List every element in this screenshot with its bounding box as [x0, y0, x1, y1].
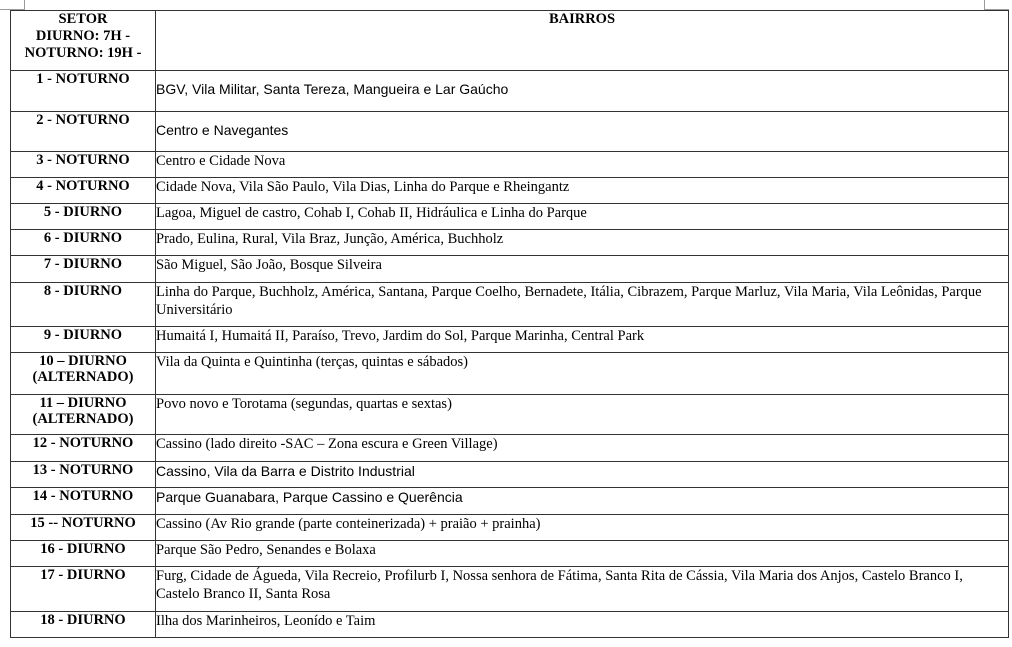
bairros-cell: Povo novo e Torotama (segundas, quartas e sextas)	[156, 395, 1009, 435]
bairros-cell: Furg, Cidade de Águeda, Vila Recreio, Profilurb I, Nossa senhora de Fátima, Santa Rita de Cássia, Vila Maria dos Anjos, Castelo Branco I, Castelo Branco II, Santa Rosa	[156, 567, 1009, 612]
setor-cell: 16 - DIURNO	[11, 541, 156, 567]
bairros-cell: Prado, Eulina, Rural, Vila Braz, Junção, América, Buchholz	[156, 230, 1009, 256]
table-row	[11, 283, 1009, 327]
bairros-cell: Parque São Pedro, Senandes e Bolaxa	[156, 541, 1009, 567]
setor-cell: 7 - DIURNO	[11, 256, 156, 283]
table-row	[11, 462, 1009, 488]
setor-cell: 5 - DIURNO	[11, 204, 156, 230]
page-corner-mark-left	[0, 0, 25, 10]
bairros-cell: BGV, Vila Militar, Santa Tereza, Mangueira e Lar Gaúcho	[156, 71, 1009, 112]
table-row	[11, 567, 1009, 612]
table-header-row	[11, 11, 1009, 71]
table-row	[11, 230, 1009, 256]
header-setor-line: NOTURNO: 19H -	[24, 45, 142, 61]
bairros-cell: Cassino (Av Rio grande (parte conteinerizada) + praião + prainha)	[156, 515, 1009, 541]
setor-cell: 1 - NOTURNO	[11, 71, 156, 112]
header-setor-line: DIURNO: 7H -	[35, 28, 131, 44]
bairros-cell: Cidade Nova, Vila São Paulo, Vila Dias, Linha do Parque e Rheingantz	[156, 178, 1009, 204]
setor-cell: 11 – DIURNO (ALTERNADO)	[11, 395, 156, 435]
setor-cell: 9 - DIURNO	[11, 327, 156, 353]
table-row	[11, 327, 1009, 353]
page-corner-mark-right	[984, 0, 1009, 10]
setor-cell: 2 - NOTURNO	[11, 112, 156, 152]
table-row	[11, 112, 1009, 152]
setor-cell: 15 -- NOTURNO	[11, 515, 156, 541]
header-bairros: BAIRROS	[156, 11, 1009, 71]
bairros-cell: São Miguel, São João, Bosque Silveira	[156, 256, 1009, 283]
header-setor	[11, 11, 156, 71]
setor-cell: 4 - NOTURNO	[11, 178, 156, 204]
table-row	[11, 612, 1009, 638]
bairros-cell: Vila da Quinta e Quintinha (terças, quintas e sábados)	[156, 353, 1009, 395]
bairros-cell: Centro e Cidade Nova	[156, 152, 1009, 178]
table-row	[11, 435, 1009, 462]
table-row	[11, 541, 1009, 567]
setor-cell: 13 - NOTURNO	[11, 462, 156, 488]
table-row	[11, 152, 1009, 178]
table-row	[11, 204, 1009, 230]
collection-schedule-table	[10, 10, 1009, 638]
bairros-cell: Cassino (lado direito -SAC – Zona escura e Green Village)	[156, 435, 1009, 462]
header-setor-line: SETOR	[58, 11, 108, 27]
setor-cell: 14 - NOTURNO	[11, 488, 156, 515]
setor-cell: 10 – DIURNO (ALTERNADO)	[11, 353, 156, 395]
table-row	[11, 488, 1009, 515]
setor-cell: 6 - DIURNO	[11, 230, 156, 256]
bairros-cell: Humaitá I, Humaitá II, Paraíso, Trevo, Jardim do Sol, Parque Marinha, Central Park	[156, 327, 1009, 353]
setor-cell: 8 - DIURNO	[11, 283, 156, 327]
bairros-cell: Parque Guanabara, Parque Cassino e Querência	[156, 488, 1009, 515]
bairros-cell: Cassino, Vila da Barra e Distrito Industrial	[156, 462, 1009, 488]
table-row	[11, 178, 1009, 204]
table-row	[11, 395, 1009, 435]
setor-cell: 17 - DIURNO	[11, 567, 156, 612]
table-row	[11, 515, 1009, 541]
table-row	[11, 353, 1009, 395]
table-row	[11, 256, 1009, 283]
bairros-cell: Lagoa, Miguel de castro, Cohab I, Cohab II, Hidráulica e Linha do Parque	[156, 204, 1009, 230]
table-row	[11, 71, 1009, 112]
bairros-cell: Centro e Navegantes	[156, 112, 1009, 152]
setor-cell: 3 - NOTURNO	[11, 152, 156, 178]
bairros-cell: Ilha dos Marinheiros, Leonído e Taim	[156, 612, 1009, 638]
setor-cell: 12 - NOTURNO	[11, 435, 156, 462]
bairros-cell: Linha do Parque, Buchholz, América, Santana, Parque Coelho, Bernadete, Itália, Cibrazem, Parque Marluz, Vila Maria, Vila Leônidas, Parque Universitário	[156, 283, 1009, 327]
setor-cell: 18 - DIURNO	[11, 612, 156, 638]
